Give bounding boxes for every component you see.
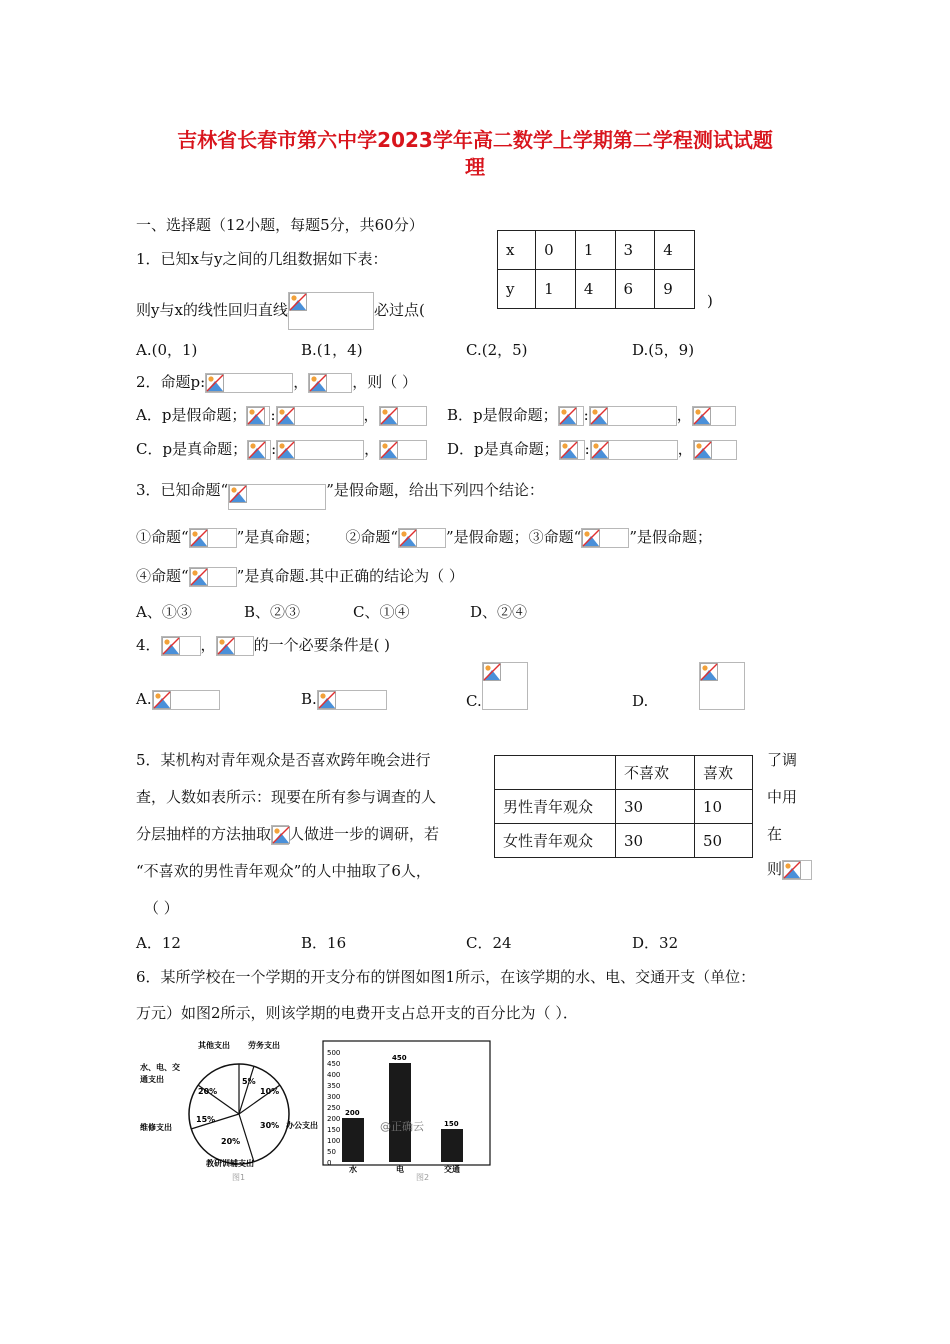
formula-image — [246, 406, 270, 426]
q2-option-b: B．p是假命题； : ， — [447, 404, 736, 426]
q3-line1: ①命题“ ”是真命题； ②命题“ ”是假命题；③命题“ ”是假命题； — [136, 528, 713, 546]
bar-chart-figure — [318, 1040, 494, 1186]
broken-image-icon — [590, 407, 608, 425]
broken-image-icon — [229, 485, 247, 503]
formula-image — [288, 292, 374, 330]
formula-image — [161, 636, 201, 656]
y-tick-label: 400 — [327, 1071, 341, 1079]
pie-label-teaching: 教研训辅支出 — [206, 1159, 254, 1168]
q5-line5: （ ） — [144, 899, 179, 917]
y-tick-label: 350 — [327, 1082, 341, 1090]
broken-image-icon — [318, 691, 336, 709]
broken-image-icon — [277, 407, 295, 425]
formula-image — [317, 690, 387, 710]
q3-line2: ④命题“ ”是真命题.其中正确的结论为（ ） — [136, 567, 464, 585]
pie-chart-figure — [136, 1034, 326, 1184]
bar-value-label: 200 — [345, 1109, 360, 1117]
formula-image — [589, 406, 677, 426]
y-tick-label: 200 — [327, 1115, 341, 1123]
formula-image — [216, 636, 254, 656]
formula-image — [699, 662, 745, 710]
formula-image — [308, 373, 352, 393]
q1-data-table: x 0 1 3 4 y 1 4 6 9 — [497, 230, 695, 309]
formula-image — [398, 528, 446, 548]
broken-image-icon — [248, 441, 266, 459]
q4-option-a: A. — [136, 690, 220, 710]
q5-line4: “不喜欢的男性青年观众”的人中抽取了6人， — [136, 862, 431, 880]
q2-option-c: C．p是真命题； : ， — [136, 438, 427, 460]
q1-stem: 1．已知x与y之间的几组数据如下表： — [136, 250, 388, 268]
pie-label-other: 其他支出 — [198, 1041, 230, 1050]
broken-image-icon — [700, 663, 718, 681]
q3-option-c: C、①④ — [353, 603, 410, 621]
formula-image — [247, 440, 271, 460]
q1-close-paren: ) — [707, 292, 713, 310]
formula-image — [692, 406, 736, 426]
broken-image-icon — [217, 637, 235, 655]
q1-stem2: 则y与x的线性回归直线 必过点( — [136, 292, 425, 330]
broken-image-icon — [206, 374, 224, 392]
broken-image-icon — [694, 441, 712, 459]
q1-option-c: C.(2，5) — [466, 341, 528, 359]
formula-image — [590, 440, 678, 460]
broken-image-icon — [190, 529, 208, 547]
q5-line3: 分层抽样的方法抽取 人做进一步的调研，若 — [136, 825, 440, 843]
y-tick-label: 150 — [327, 1126, 341, 1134]
broken-image-icon — [380, 441, 398, 459]
q3-option-a: A、①③ — [136, 603, 192, 621]
broken-image-icon — [559, 407, 577, 425]
pie-label-repair: 维修支出 — [140, 1123, 172, 1132]
figure1-caption: 图1 — [232, 1173, 246, 1182]
page-title-line2: 理 — [465, 155, 485, 179]
q3-option-d: D、②④ — [470, 603, 528, 621]
y-tick-label: 250 — [327, 1104, 341, 1112]
broken-image-icon — [399, 529, 417, 547]
bar — [342, 1118, 364, 1162]
pie-label-water2: 通支出 — [140, 1075, 164, 1084]
q1-option-a: A.(0，1) — [136, 341, 198, 359]
y-tick-label: 500 — [327, 1049, 341, 1057]
q5-option-b: B．16 — [301, 934, 347, 952]
broken-image-icon — [153, 691, 171, 709]
bar-category-label: 交通 — [444, 1165, 460, 1174]
formula-image — [228, 484, 326, 510]
q6-line2: 万元）如图2所示，则该学期的电费开支占总开支的百分比为（ ）． — [136, 1004, 578, 1022]
page-title: 吉林省长春市第六中学2023学年高二数学上学期第二学程测试试题 — [177, 128, 773, 152]
q5-survey-table: 不喜欢 喜欢 男性青年观众 30 10 女性青年观众 30 50 — [494, 755, 753, 858]
broken-image-icon — [277, 441, 295, 459]
q2-option-a: A．p是假命题； : ， — [136, 404, 427, 426]
pie-label-labor: 劳务支出 — [248, 1041, 280, 1050]
q3-option-b: B、②③ — [244, 603, 301, 621]
figure2-caption: 图2 — [416, 1173, 430, 1182]
formula-image — [379, 440, 427, 460]
pie-pct-label: 20% — [221, 1137, 241, 1146]
formula-image — [271, 825, 289, 845]
formula-image — [558, 406, 584, 426]
formula-image — [693, 440, 737, 460]
y-tick-label: 300 — [327, 1093, 341, 1101]
broken-image-icon — [289, 293, 307, 311]
broken-image-icon — [582, 529, 600, 547]
q5-right3: 在 — [767, 825, 783, 843]
q5-line1: 5．某机构对青年观众是否喜欢跨年晚会进行 — [136, 751, 431, 769]
q2-option-d: D．p是真命题； : ， — [447, 438, 737, 460]
q5-right4: 则 — [767, 858, 812, 880]
y-tick-label: 50 — [327, 1148, 336, 1156]
broken-image-icon — [483, 663, 501, 681]
pie-pct-label: 5% — [242, 1077, 256, 1086]
broken-image-icon — [560, 441, 578, 459]
y-tick-label: 450 — [327, 1060, 341, 1068]
q3-stem: 3．已知命题“ ”是假命题，给出下列四个结论： — [136, 472, 544, 510]
q5-option-d: D．32 — [632, 934, 679, 952]
q5-option-a: A．12 — [136, 934, 181, 952]
q5-line2: 查，人数如表所示：现要在所有参与调查的人 — [136, 788, 437, 806]
y-tick-label: 100 — [327, 1137, 341, 1145]
formula-image — [189, 528, 237, 548]
formula-image — [276, 440, 364, 460]
broken-image-icon — [380, 407, 398, 425]
q6-line1: 6．某所学校在一个学期的开支分布的饼图如图1所示，在该学期的水、电、交通开支（单位： — [136, 968, 756, 986]
pie-pct-label: 10% — [260, 1087, 280, 1096]
broken-image-icon — [693, 407, 711, 425]
bar-value-label: 450 — [392, 1054, 407, 1062]
broken-image-icon — [309, 374, 327, 392]
q4-option-b: B. — [301, 690, 387, 710]
pie-label-water: 水、电、交 — [140, 1063, 180, 1072]
bar-value-label: 150 — [444, 1120, 459, 1128]
bar — [389, 1063, 411, 1162]
bar-category-label: 电 — [396, 1165, 404, 1174]
y-tick-label: 0 — [327, 1159, 332, 1167]
bar-category-label: 水 — [349, 1165, 357, 1174]
broken-image-icon — [591, 441, 609, 459]
q1-option-b: B.(1，4) — [301, 341, 363, 359]
broken-image-icon — [162, 637, 180, 655]
pie-label-office: 办公支出 — [286, 1121, 318, 1130]
formula-image — [581, 528, 629, 548]
formula-image — [482, 662, 528, 710]
pie-pct-label: 15% — [196, 1115, 216, 1124]
formula-image — [205, 373, 293, 393]
pie-pct-label: 20% — [198, 1087, 218, 1096]
pie-pct-label: 30% — [260, 1121, 280, 1130]
formula-image — [189, 567, 237, 587]
q5-right1: 了调 — [767, 751, 798, 769]
q5-right2: 中用 — [767, 788, 798, 806]
broken-image-icon — [247, 407, 265, 425]
bar — [441, 1129, 463, 1162]
q4-option-c-label: C. — [466, 692, 482, 710]
formula-image — [379, 406, 427, 426]
watermark: @正确云 — [380, 1120, 424, 1133]
q2-stem: 2．命题p: ， ，则（ ） — [136, 373, 417, 391]
q4-option-d-label: D. — [632, 692, 649, 710]
q1-option-d: D.(5，9) — [632, 341, 695, 359]
q4-stem: 4． ， 的一个必要条件是( ) — [136, 636, 391, 654]
broken-image-icon — [783, 861, 801, 879]
formula-image — [559, 440, 585, 460]
broken-image-icon — [190, 568, 208, 586]
section-heading: 一、选择题（12小题，每题5分，共60分） — [136, 216, 424, 234]
broken-image-icon — [272, 826, 290, 844]
formula-image — [782, 860, 812, 880]
q5-option-c: C．24 — [466, 934, 512, 952]
formula-image — [152, 690, 220, 710]
formula-image — [276, 406, 364, 426]
